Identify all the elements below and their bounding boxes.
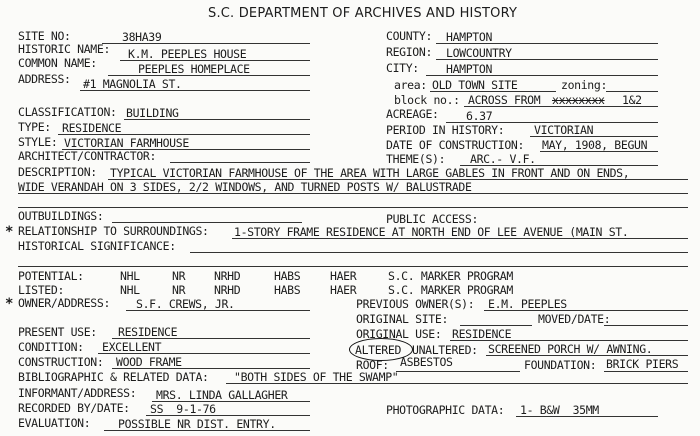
roof-value: ASBESTOS	[400, 355, 453, 369]
original-site-label: ORIGINAL SITE:	[356, 312, 449, 326]
classification-line	[124, 119, 310, 120]
foundation-value: BRICK PIERS	[606, 357, 679, 371]
description-underline-2	[18, 193, 688, 194]
photographic-label: PHOTOGRAPHIC DATA:	[386, 403, 505, 417]
informant-value: MRS. LINDA GALLAGHER	[156, 388, 288, 402]
architect-line	[170, 162, 310, 163]
foundation-line	[604, 371, 688, 372]
potential-nhl: NHL	[120, 269, 140, 283]
area-label: area:	[394, 78, 427, 92]
common-name-line	[108, 75, 310, 76]
moved-date-line	[604, 325, 688, 326]
listed-nrhd: NRHD	[214, 283, 241, 297]
altered-label: ALTERED	[355, 343, 402, 357]
block-no-label: block no.:	[394, 93, 460, 107]
date-construction-value: MAY, 1908, BEGUN	[542, 138, 648, 152]
bibliographic-line	[226, 383, 688, 384]
original-use-value: RESIDENCE	[452, 327, 512, 341]
condition-line	[98, 353, 310, 354]
owner-address-label: OWNER/ADDRESS:	[18, 296, 111, 310]
city-line	[426, 75, 658, 76]
address-line	[80, 90, 310, 91]
listed-habs: HABS	[274, 283, 301, 297]
region-label: REGION:	[386, 45, 433, 59]
area-line	[430, 91, 556, 92]
previous-owners-value: E.M. PEEPLES	[488, 297, 567, 311]
block-no-tail: 1&2	[622, 93, 642, 107]
construction-line	[112, 368, 310, 369]
potential-label: POTENTIAL:	[18, 269, 84, 283]
classification-value: BUILDING	[126, 106, 179, 120]
acreage-label: ACREAGE:	[386, 107, 439, 121]
historical-significance-label: HISTORICAL SIGNIFICANCE:	[18, 239, 176, 253]
historical-significance-line	[190, 252, 688, 253]
type-value: RESIDENCE	[62, 121, 122, 135]
owner-address-line	[126, 310, 310, 311]
evaluation-line	[104, 430, 310, 431]
public-access-label: PUBLIC ACCESS:	[386, 212, 479, 226]
construction-label: CONSTRUCTION:	[18, 355, 104, 369]
city-value: HAMPTON	[446, 62, 493, 76]
description-line-1: TYPICAL VICTORIAN FARMHOUSE OF THE AREA WITH LARGE GABLES IN FRONT AND ON ENDS,	[110, 166, 630, 180]
condition-label: CONDITION:	[18, 340, 84, 354]
historic-name-label: HISTORIC NAME:	[18, 42, 111, 56]
date-construction-line	[540, 151, 658, 152]
county-line	[436, 43, 658, 44]
potential-nrhd: NRHD	[214, 269, 241, 283]
potential-habs: HABS	[274, 269, 301, 283]
construction-value: WOOD FRAME	[116, 355, 182, 369]
county-label: COUNTY:	[386, 29, 433, 43]
listed-marker: S.C. MARKER PROGRAM	[388, 283, 513, 297]
present-use-line	[112, 338, 310, 339]
style-label: STYLE:	[18, 135, 58, 149]
site-no-label: SITE NO:	[18, 29, 71, 43]
owner-star-mark: *	[5, 296, 14, 312]
description-line-2: WIDE VERANDAH ON 3 SIDES, 2/2 WINDOWS, AND TURNED POSTS W/ BALUSTRADE	[18, 180, 472, 194]
informant-label: INFORMANT/ADDRESS:	[18, 386, 137, 400]
potential-marker: S.C. MARKER PROGRAM	[388, 269, 513, 283]
site-no-value: 38HA39	[122, 30, 162, 44]
present-use-value: RESIDENCE	[118, 325, 178, 339]
recorded-by-line	[146, 415, 310, 416]
period-value: VICTORIAN	[534, 123, 594, 137]
description-underline-3	[18, 207, 688, 208]
outbuildings-label: OUTBUILDINGS:	[18, 209, 104, 223]
site-no-line	[102, 43, 310, 44]
common-name-value: PEEPLES HOMEPLACE	[138, 62, 250, 76]
block-no-line	[464, 106, 658, 107]
period-label: PERIOD IN HISTORY:	[386, 123, 505, 137]
foundation-label: FOUNDATION:	[524, 358, 597, 372]
bibliographic-label: BIBLIOGRAPHIC & RELATED DATA:	[18, 370, 209, 384]
unaltered-line	[486, 355, 688, 356]
block-no-struck: xxxxxxxx	[552, 93, 605, 107]
recorded-by-label: RECORDED BY/DATE:	[18, 401, 130, 415]
condition-value: EXCELLENT	[102, 340, 162, 354]
previous-owners-label: PREVIOUS OWNER(S):	[356, 297, 475, 311]
present-use-label: PRESENT USE:	[18, 325, 97, 339]
architect-label: ARCHITECT/CONTRACTOR:	[18, 149, 157, 163]
theme-value: ARC.- V.F.	[470, 152, 536, 166]
relationship-value: 1-STORY FRAME RESIDENCE AT NORTH END OF LEE AVENUE (MAIN ST.	[234, 225, 629, 239]
original-use-label: ORIGINAL USE:	[356, 327, 442, 341]
zoning-label: zoning:	[561, 78, 608, 92]
listed-nhl: NHL	[120, 283, 140, 297]
common-name-label: COMMON NAME:	[18, 56, 97, 70]
relationship-star-mark: *	[5, 224, 14, 240]
roof-label: ROOF:	[356, 358, 389, 372]
zoning-line	[606, 91, 658, 92]
region-value: LOWCOUNTRY	[446, 46, 512, 60]
moved-date-label: MOVED/DATE:	[538, 312, 611, 326]
historic-name-line	[120, 60, 310, 61]
historical-significance-line-2	[18, 266, 688, 267]
style-value: VICTORIAN FARMHOUSE	[64, 136, 189, 150]
relationship-line	[232, 238, 688, 239]
outbuildings-line	[112, 222, 302, 223]
city-label: CITY:	[386, 61, 419, 75]
county-value: HAMPTON	[446, 30, 493, 44]
roof-line	[396, 371, 520, 372]
form-title: S.C. DEPARTMENT OF ARCHIVES AND HISTORY	[208, 6, 518, 21]
potential-haer: HAER	[330, 269, 357, 283]
unaltered-label: UNALTERED:	[412, 343, 478, 357]
theme-label: THEME(S):	[386, 152, 446, 166]
period-line	[530, 136, 658, 137]
listed-label: LISTED:	[18, 283, 65, 297]
description-label: DESCRIPTION:	[18, 165, 97, 179]
relationship-label: RELATIONSHIP TO SURROUNDINGS:	[18, 224, 209, 238]
classification-label: CLASSIFICATION:	[18, 105, 117, 119]
photographic-line	[516, 416, 658, 417]
original-site-line	[460, 325, 532, 326]
block-no-value: ACROSS FROM	[468, 93, 541, 107]
potential-nr: NR	[172, 269, 186, 283]
listed-haer: HAER	[330, 283, 357, 297]
area-value: OLD TOWN SITE	[432, 78, 518, 92]
historic-name-value: K.M. PEEPLES HOUSE	[128, 47, 247, 61]
address-value: #1 MAGNOLIA ST.	[83, 77, 182, 91]
evaluation-label: EVALUATION:	[18, 416, 91, 430]
owner-address-value: S.F. CREWS, JR.	[136, 297, 235, 311]
unaltered-value: SCREENED PORCH W/ AWNING.	[488, 342, 653, 356]
previous-owners-line	[484, 310, 688, 311]
acreage-value: 6.37	[466, 109, 493, 123]
listed-nr: NR	[172, 283, 186, 297]
address-label: ADDRESS:	[18, 72, 71, 86]
original-use-line	[450, 340, 688, 341]
photographic-value: 1- B&W 35MM	[520, 403, 599, 417]
type-label: TYPE:	[18, 120, 51, 134]
bibliographic-value: "BOTH SIDES OF THE SWAMP"	[234, 370, 399, 384]
recorded-by-value: SS 9-1-76	[150, 402, 216, 416]
region-line	[436, 59, 658, 60]
type-line	[58, 134, 310, 135]
evaluation-value: POSSIBLE NR DIST. ENTRY.	[118, 417, 276, 431]
date-construction-label: DATE OF CONSTRUCTION:	[386, 138, 525, 152]
